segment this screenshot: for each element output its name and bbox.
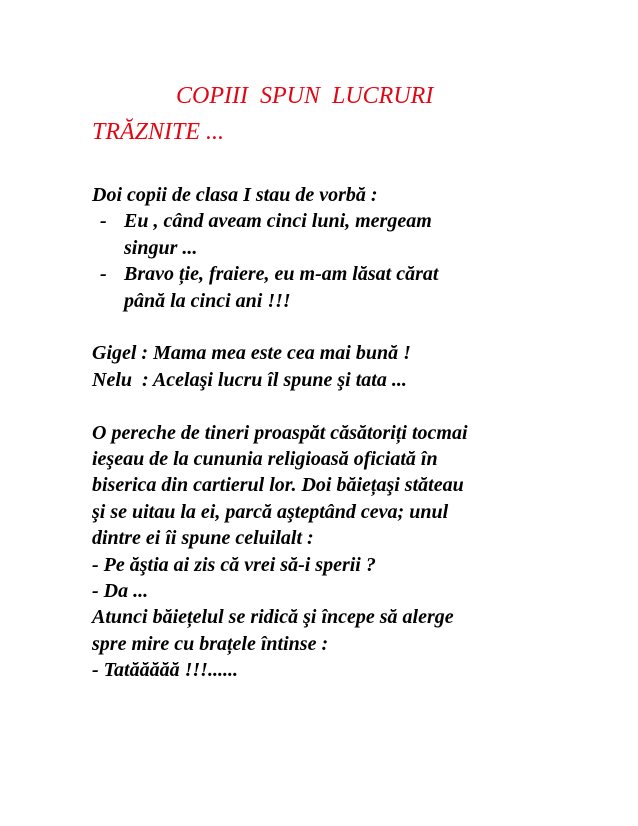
story-3-line-6: - Pe ăştia ai zis că vrei să-i sperii ? [92, 553, 376, 576]
story-3-line-1: O pereche de tineri proaspăt căsătoriți tocmai [92, 421, 468, 444]
story-2-line-2: Nelu : Acelaşi lucru îl spune şi tata ... [92, 368, 407, 391]
story-1-reply-1-line-1: Eu , când aveam cinci luni, mergeam [124, 210, 432, 233]
story-3-line-2: ieşeau de la cununia religioasă oficiată în [92, 448, 438, 471]
paragraph-gap [92, 393, 562, 419]
story-3-line-10: - Tatăăăăă !!!...... [92, 659, 238, 682]
story-3-line-9: spre mire cu brațele întinse : [92, 632, 329, 655]
list-dash: - [100, 263, 107, 286]
story-1-reply-1-line-2: singur ... [124, 236, 198, 259]
paragraph-gap [92, 314, 562, 340]
list-dash: - [100, 210, 107, 233]
story-3-line-8: Atunci băiețelul se ridică şi începe să alerge [92, 606, 454, 629]
story-3-line-3: biserica din cartierul lor. Doi băiețaşi stăteau [92, 474, 464, 497]
story-2-line-1: Gigel : Mama mea este cea mai bună ! [92, 342, 411, 365]
story-1-reply-2-line-1: Bravo ție, fraiere, eu m-am lăsat cărat [124, 263, 439, 286]
story-1-reply-1 [92, 208, 562, 261]
story-1-intro: Doi copii de clasa I stau de vorbă : [92, 184, 378, 206]
story-3-line-5: dintre ei îi spune celuilalt : [92, 527, 314, 550]
title-line-2: TRĂZNITE ... [92, 119, 225, 145]
title-line-1: COPIII SPUN LUCRURI [176, 83, 434, 109]
document-body [92, 182, 562, 684]
story-1-reply-2-line-2: până la cinci ani !!! [124, 289, 291, 312]
story-3-line-7: - Da ... [92, 580, 149, 603]
story-3-line-4: şi se uitau la ei, parcă aşteptând ceva; unul [92, 500, 449, 523]
story-1-reply-2 [92, 261, 562, 314]
document-title [92, 78, 572, 150]
